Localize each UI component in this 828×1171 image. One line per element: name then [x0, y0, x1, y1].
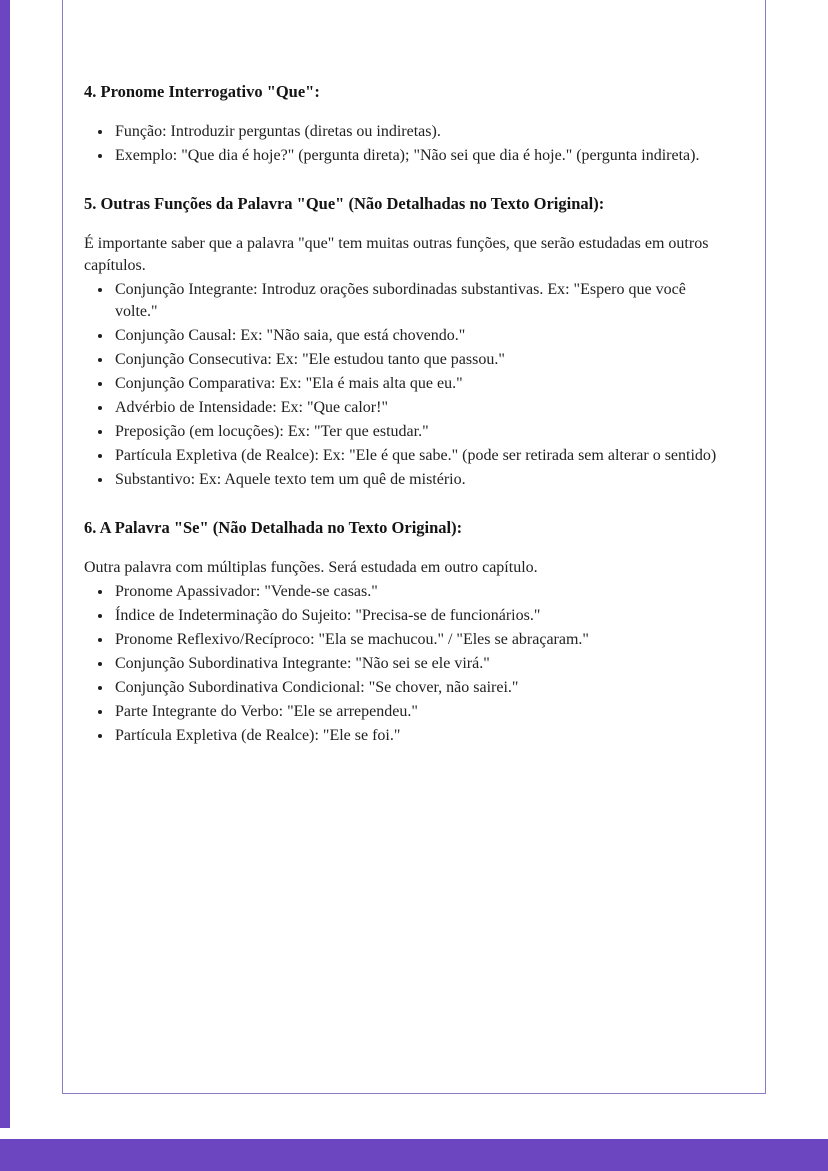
list-item: • Conjunção Comparativa: Ex: "Ela é mais alta que eu." — [113, 373, 724, 395]
list-item: • Substantivo: Ex: Aquele texto tem um quê de mistério. — [113, 469, 724, 491]
list-item: • Conjunção Consecutiva: Ex: "Ele estudou tanto que passou." — [113, 349, 724, 371]
document-body — [84, 0, 724, 753]
list-item: • Conjunção Integrante: Introduz orações subordinadas substantivas. Ex: "Espero que você volte." — [113, 279, 724, 323]
list-item: • Pronome Reflexivo/Recíproco: "Ela se machucou." / "Eles se abraçaram." — [113, 629, 724, 651]
bullet-list — [84, 121, 724, 167]
list-item: • Exemplo: "Que dia é hoje?" (pergunta direta); "Não sei que dia é hoje." (pergunta indireta). — [113, 145, 724, 167]
content-frame — [62, 0, 766, 1094]
bullet-list — [84, 279, 724, 491]
section-heading: 5. Outras Funções da Palavra "Que" (Não Detalhadas no Texto Original): — [84, 194, 605, 213]
list-item: • Conjunção Causal: Ex: "Não saia, que está chovendo." — [113, 325, 724, 347]
section-heading: 4. Pronome Interrogativo "Que": — [84, 82, 320, 101]
list-item: • Índice de Indeterminação do Sujeito: "Precisa-se de funcionários." — [113, 605, 724, 627]
list-item: • Advérbio de Intensidade: Ex: "Que calor!" — [113, 397, 724, 419]
list-item: • Partícula Expletiva (de Realce): Ex: "Ele é que sabe." (pode ser retirada sem alterar o sentido) — [113, 445, 724, 467]
list-item: • Conjunção Subordinativa Condicional: "Se chover, não sairei." — [113, 677, 724, 699]
list-item: • Conjunção Subordinativa Integrante: "Não sei se ele virá." — [113, 653, 724, 675]
list-item: • Preposição (em locuções): Ex: "Ter que estudar." — [113, 421, 724, 443]
list-item: • Parte Integrante do Verbo: "Ele se arrependeu." — [113, 701, 724, 723]
footer-accent-bar — [0, 1139, 828, 1171]
section-intro: Outra palavra com múltiplas funções. Será estudada em outro capítulo. — [84, 559, 538, 576]
section-intro: É importante saber que a palavra "que" tem muitas outras funções, que serão estudadas em outros capítulos. — [84, 235, 709, 274]
list-item: • Função: Introduzir perguntas (diretas ou indiretas). — [113, 121, 724, 143]
list-item: • Partícula Expletiva (de Realce): "Ele se foi." — [113, 725, 724, 747]
section-heading: 6. A Palavra "Se" (Não Detalhada no Texto Original): — [84, 518, 463, 537]
list-item: • Pronome Apassivador: "Vende-se casas." — [113, 581, 724, 603]
left-accent-stripe — [0, 0, 10, 1128]
bullet-list — [84, 581, 724, 747]
